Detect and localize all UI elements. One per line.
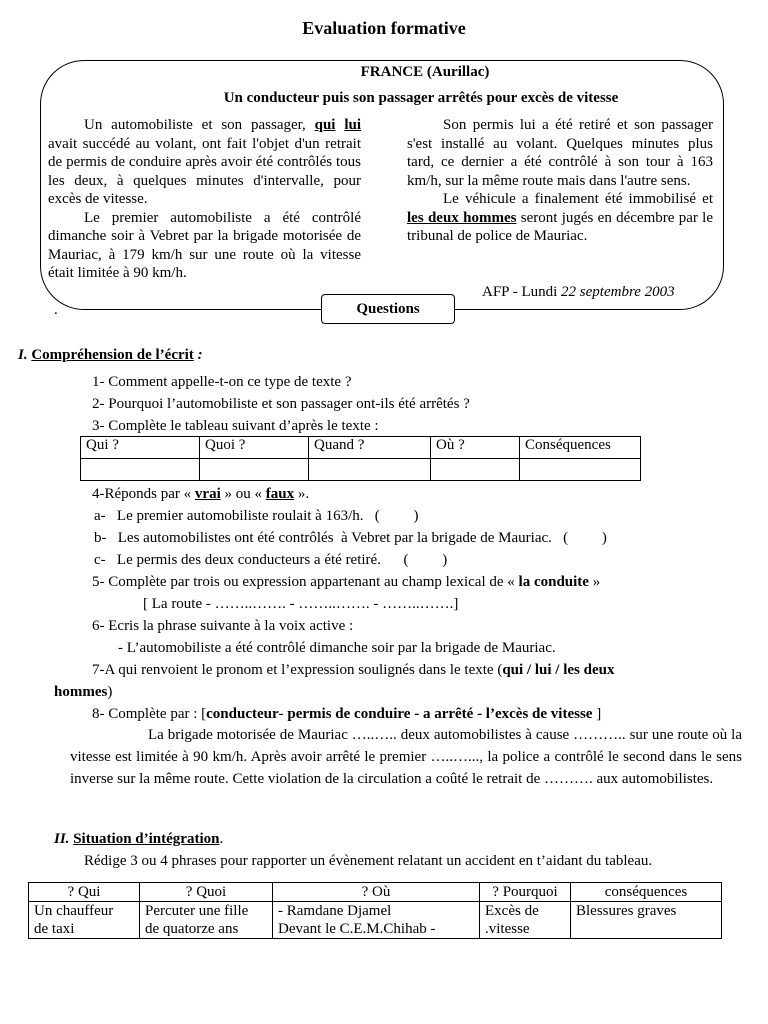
question-6-line: - L’automobiliste a été contrôlé dimanche soir par la brigade de Mauriac. [118, 640, 556, 656]
section-2-instruction: Rédige 3 ou 4 phrases pour rapporter un évènement relatant un accident en t’aidant du tableau. [84, 853, 653, 869]
article-column-right [407, 116, 713, 246]
article-paragraph: Un automobiliste et son passager, qui lui avait succédé au volant, ont fait l'objet d'un retrait de permis de conduire après avoir été contrôlés tous les deux, à quelques minutes d'intervalle, pour excès de vitesse. [48, 117, 362, 207]
question-7: 7-A qui renvoient le pronom et l’expression soulignés dans le texte (qui / lui / les deux [92, 662, 615, 678]
page-title: Evaluation formative [302, 18, 466, 38]
article-source: AFP - Lundi 22 septembre 2003 [482, 284, 675, 300]
question-5-line: [ La route - ……..……. - ……..……. - ……..…….] [143, 596, 459, 612]
question-1: 1- Comment appelle-t-on ce type de texte ? [92, 374, 352, 390]
article-headline: Un conducteur puis son passager arrêtés pour excès de vitesse [223, 90, 619, 106]
question-4b: b- Les automobilistes ont été contrôlés à Vebret par la brigade de Mauriac. ( ) [94, 530, 607, 546]
table-header-cell: conséquences [571, 883, 722, 902]
answer-cell[interactable] [200, 459, 309, 481]
table-question-3 [80, 436, 641, 481]
table-cell: Un chauffeur de taxi [29, 902, 140, 939]
answer-cell[interactable] [520, 459, 641, 481]
table-header-cell: ? Qui [29, 883, 140, 902]
answer-cell[interactable] [431, 459, 520, 481]
article-paragraph: Son permis lui a été retiré et son passager s'est installé au volant. Quelques minutes plus tard, ce dernier a été contrôlé à son tour à 163 km/h, sur la même route mais dans l'autre sens. [407, 117, 713, 189]
question-3: 3- Complète le tableau suivant d’après le texte : [92, 418, 379, 434]
article-location: FRANCE (Aurillac) [360, 64, 490, 80]
answer-cell[interactable] [309, 459, 431, 481]
question-4: 4-Réponds par « vrai » ou « faux ». [92, 486, 310, 502]
table-cell: Blessures graves [571, 902, 722, 939]
question-8: 8- Complète par : [conducteur- permis de conduire - a arrêté - l’excès de vitesse ] [92, 706, 602, 722]
table-header-row [81, 437, 641, 459]
question-8-text: La brigade motorisée de Mauriac …..….. deux automobilistes à cause ……….. sur une route où la vitesse est limitée à 90 km/h. Après avoir arrêté le premier …..…..., la police a contrôlé le second dans le sens inverse sur la même route. Cette violation de la circulation a coûté le retrait de ………. aux automobilistes. [70, 727, 742, 787]
table-header-cell: Qui ? [81, 437, 200, 459]
table-header-row [29, 883, 722, 902]
table-header-cell: Conséquences [520, 437, 641, 459]
table-header-cell: Où ? [431, 437, 520, 459]
table-row [29, 902, 722, 939]
table-cell: Excès de .vitesse [480, 902, 571, 939]
question-4c: c- Le permis des deux conducteurs a été retiré. ( ) [94, 552, 448, 568]
table-header-cell: ? Où [273, 883, 480, 902]
table-answer-row [81, 459, 641, 481]
table-header-cell: ? Pourquoi [480, 883, 571, 902]
question-4a: a- Le premier automobiliste roulait à 163/h. ( ) [94, 508, 419, 524]
questions-label: Questions [321, 294, 455, 324]
table-cell: - Ramdane Djamel Devant le C.E.M.Chihab - [273, 902, 480, 939]
question-7-cont: hommes) [54, 684, 113, 700]
question-6: 6- Ecris la phrase suivante à la voix active : [92, 618, 354, 634]
article-paragraph: Le premier automobiliste a été contrôlé dimanche soir à Vebret par la brigade motorisée de Mauriac, à 179 km/h sur une route où la vitesse était limitée à 90 km/h. [48, 209, 361, 281]
table-header-cell: Quand ? [309, 437, 431, 459]
table-header-cell: Quoi ? [200, 437, 309, 459]
table-header-cell: ? Quoi [140, 883, 273, 902]
article-column-left [48, 116, 361, 283]
question-5: 5- Complète par trois ou expression appartenant au champ lexical de « la conduite » [92, 574, 601, 590]
section-2-heading: II. Situation d’intégration. [54, 831, 224, 847]
question-2: 2- Pourquoi l’automobiliste et son passager ont-ils été arrêtés ? [92, 396, 470, 412]
table-integration [28, 882, 722, 939]
answer-cell[interactable] [81, 459, 200, 481]
article-paragraph: Le véhicule a finalement été immobilisé et les deux hommes seront jugés en décembre par le tribunal de police de Mauriac. [407, 191, 713, 244]
section-1-heading: I. Compréhension de l’écrit : [18, 347, 203, 363]
stray-dot: . [54, 302, 58, 318]
table-cell: Percuter une fille de quatorze ans [140, 902, 273, 939]
